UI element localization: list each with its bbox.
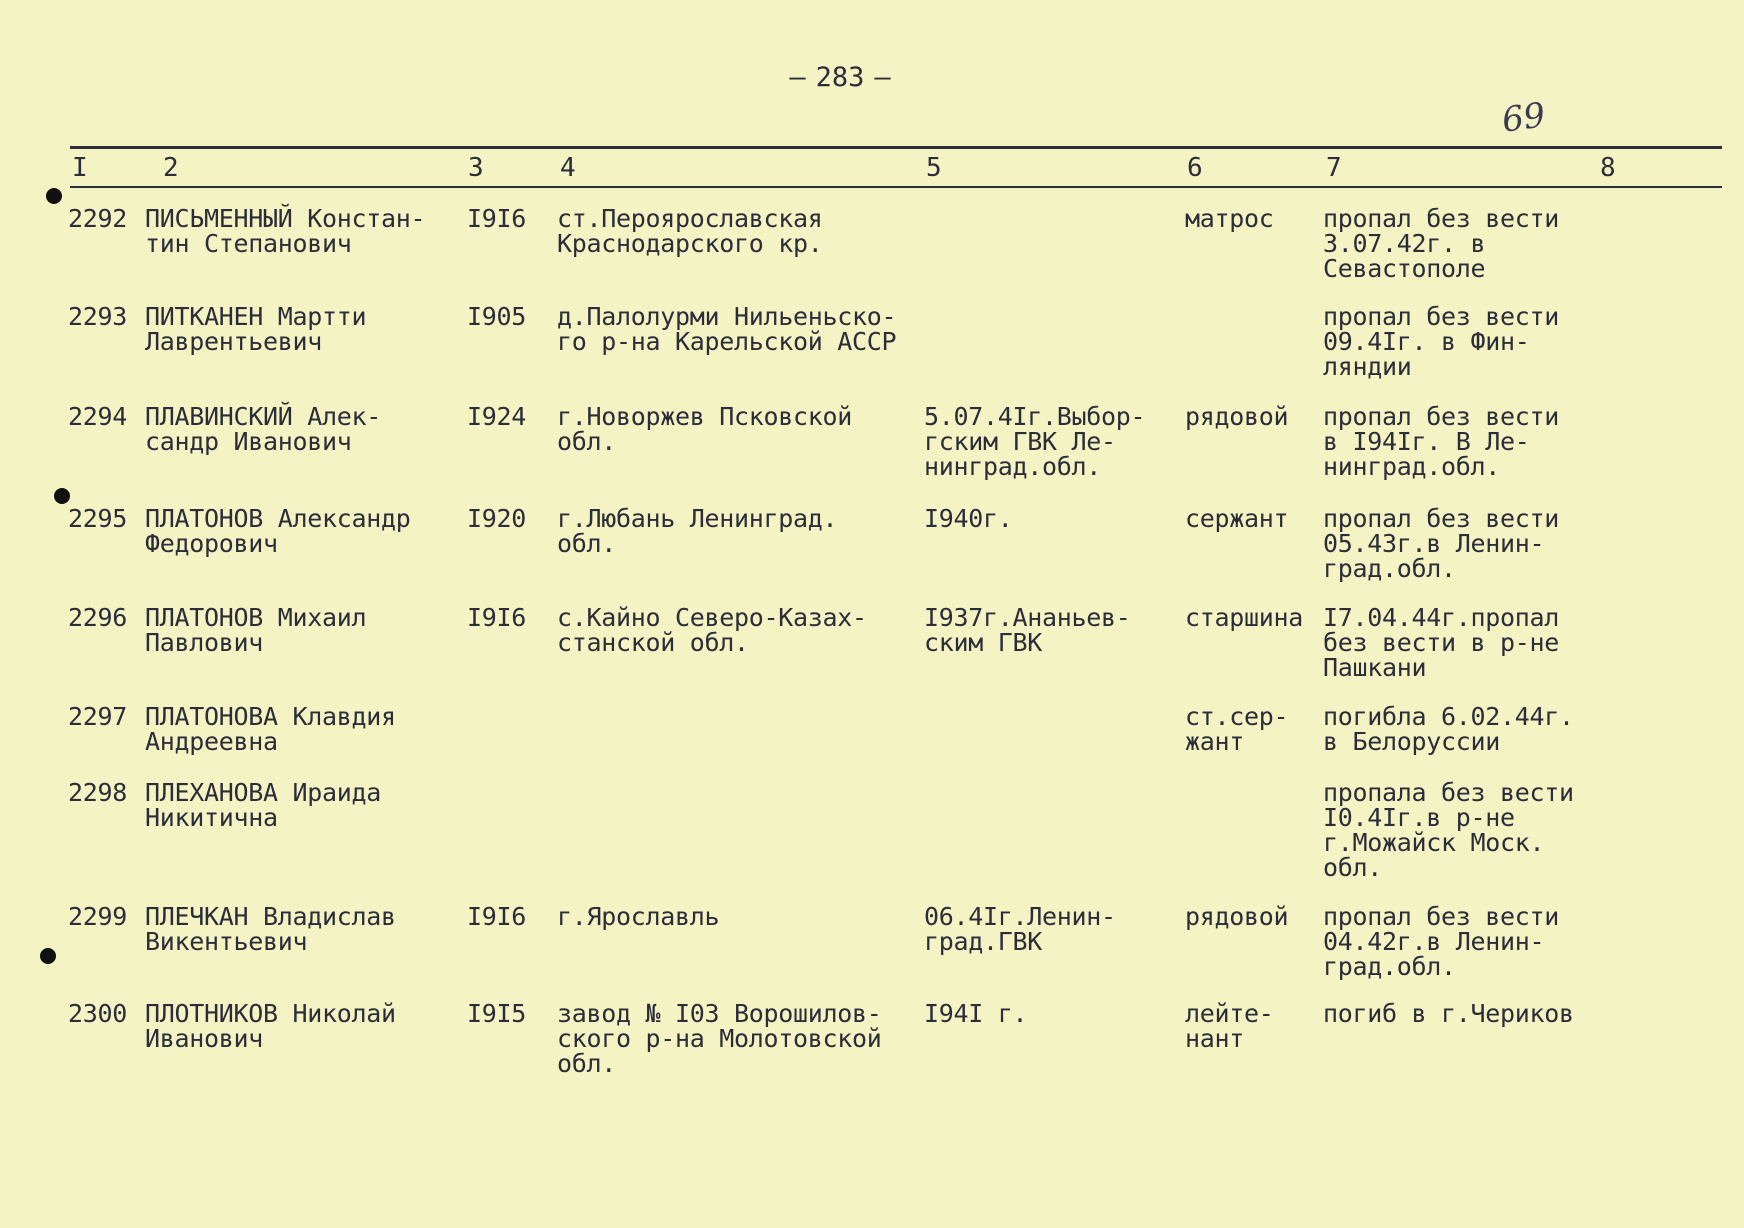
- fate-note: пропала без вести I0.4Iг.в р-не г.Можайск Моск. обл.: [1323, 778, 1574, 882]
- birth-place: г.Любань Ленинград. обл.: [557, 504, 838, 558]
- table-top-rule: [70, 146, 1722, 149]
- binder-hole-mark: [54, 488, 70, 504]
- draft-info: I94I г.: [924, 999, 1028, 1028]
- fate-note: погибла 6.02.44г. в Белоруссии: [1323, 702, 1574, 756]
- birth-place: г.Ярославль: [557, 902, 720, 931]
- draft-info: I937г.Ананьев- ским ГВК: [924, 603, 1131, 657]
- record-number: 2293: [68, 302, 128, 331]
- fate-note: погиб в г.Чериков: [1323, 999, 1574, 1028]
- draft-info: I940г.: [924, 504, 1013, 533]
- record-number: 2299: [68, 902, 128, 931]
- birth-year: I9I6: [467, 603, 527, 632]
- military-rank: рядовой: [1185, 902, 1289, 931]
- military-rank: старшина: [1185, 603, 1304, 632]
- record-number: 2297: [68, 702, 128, 731]
- record-number: 2292: [68, 204, 128, 233]
- person-name: ПЛАТОНОВ Александр Федорович: [145, 504, 411, 558]
- fate-note: пропал без вести 04.42г.в Ленин- град.обл.: [1323, 902, 1560, 981]
- military-rank: лейте- нант: [1185, 999, 1274, 1053]
- page-number-dash-right: –: [874, 62, 891, 93]
- fate-note: пропал без вести в I94Iг. В Ле- нинград.обл.: [1323, 402, 1560, 481]
- handwritten-folio-number: 69: [1499, 95, 1548, 141]
- record-number: 2300: [68, 999, 128, 1028]
- page-number: [0, 62, 1680, 93]
- record-number: 2296: [68, 603, 128, 632]
- birth-place: г.Новоржев Псковской обл.: [557, 402, 853, 456]
- fate-note: пропал без вести 05.43г.в Ленин- град.обл.: [1323, 504, 1560, 583]
- birth-place: д.Палолурми Нильеньско- го р-на Карельской АССР: [557, 302, 897, 356]
- fate-note: пропал без вести 3.07.42г. в Севастополе: [1323, 204, 1560, 283]
- person-name: ПЛОТНИКОВ Николай Иванович: [145, 999, 396, 1053]
- record-number: 2298: [68, 778, 128, 807]
- person-name: ПИСЬМЕННЫЙ Констан- тин Степанович: [145, 204, 426, 258]
- column-header-4: 4: [560, 153, 576, 183]
- draft-info: 06.4Iг.Ленин- град.ГВК: [924, 902, 1116, 956]
- birth-year: I9I5: [467, 999, 527, 1028]
- person-name: ПЛЕХАНОВА Ираида Никитична: [145, 778, 382, 832]
- birth-year: I924: [467, 402, 527, 431]
- record-number: 2295: [68, 504, 128, 533]
- table-header-rule: [70, 186, 1722, 188]
- record-number: 2294: [68, 402, 128, 431]
- page-number-value: 283: [815, 62, 865, 93]
- military-rank: ст.сер- жант: [1185, 702, 1289, 756]
- person-name: ПЛЕЧКАН Владислав Викентьевич: [145, 902, 396, 956]
- person-name: ПЛАТОНОВ Михаил Павлович: [145, 603, 367, 657]
- fate-note: I7.04.44г.пропал без вести в р-не Пашкани: [1323, 603, 1560, 682]
- column-header-3: 3: [468, 153, 484, 183]
- birth-year: I9I6: [467, 902, 527, 931]
- column-header-7: 7: [1326, 153, 1342, 183]
- military-rank: сержант: [1185, 504, 1289, 533]
- draft-info: 5.07.4Iг.Выбор- гским ГВК Ле- нинград.обл.: [924, 402, 1146, 481]
- page-number-dash-left: –: [789, 62, 806, 93]
- fate-note: пропал без вести 09.4Iг. в Фин- ляндии: [1323, 302, 1560, 381]
- column-header-5: 5: [926, 153, 942, 183]
- column-header-6: 6: [1187, 153, 1203, 183]
- birth-place: ст.Пероярославская Краснодарского кр.: [557, 204, 823, 258]
- birth-place: с.Кайно Северо-Казах- станской обл.: [557, 603, 867, 657]
- person-name: ПЛАТОНОВА Клавдия Андреевна: [145, 702, 396, 756]
- birth-place: завод № I03 Ворошилов- ского р-на Молотовской обл.: [557, 999, 882, 1078]
- military-rank: матрос: [1185, 204, 1274, 233]
- binder-hole-mark: [40, 948, 56, 964]
- birth-year: I920: [467, 504, 527, 533]
- binder-hole-mark: [46, 188, 62, 204]
- column-header-8: 8: [1600, 153, 1616, 183]
- column-header-2: 2: [163, 153, 179, 183]
- birth-year: I9I6: [467, 204, 527, 233]
- military-rank: рядовой: [1185, 402, 1289, 431]
- column-header-1: I: [72, 153, 88, 183]
- birth-year: I905: [467, 302, 527, 331]
- person-name: ПИТКАНЕН Мартти Лаврентьевич: [145, 302, 367, 356]
- person-name: ПЛАВИНСКИЙ Алек- сандр Иванович: [145, 402, 382, 456]
